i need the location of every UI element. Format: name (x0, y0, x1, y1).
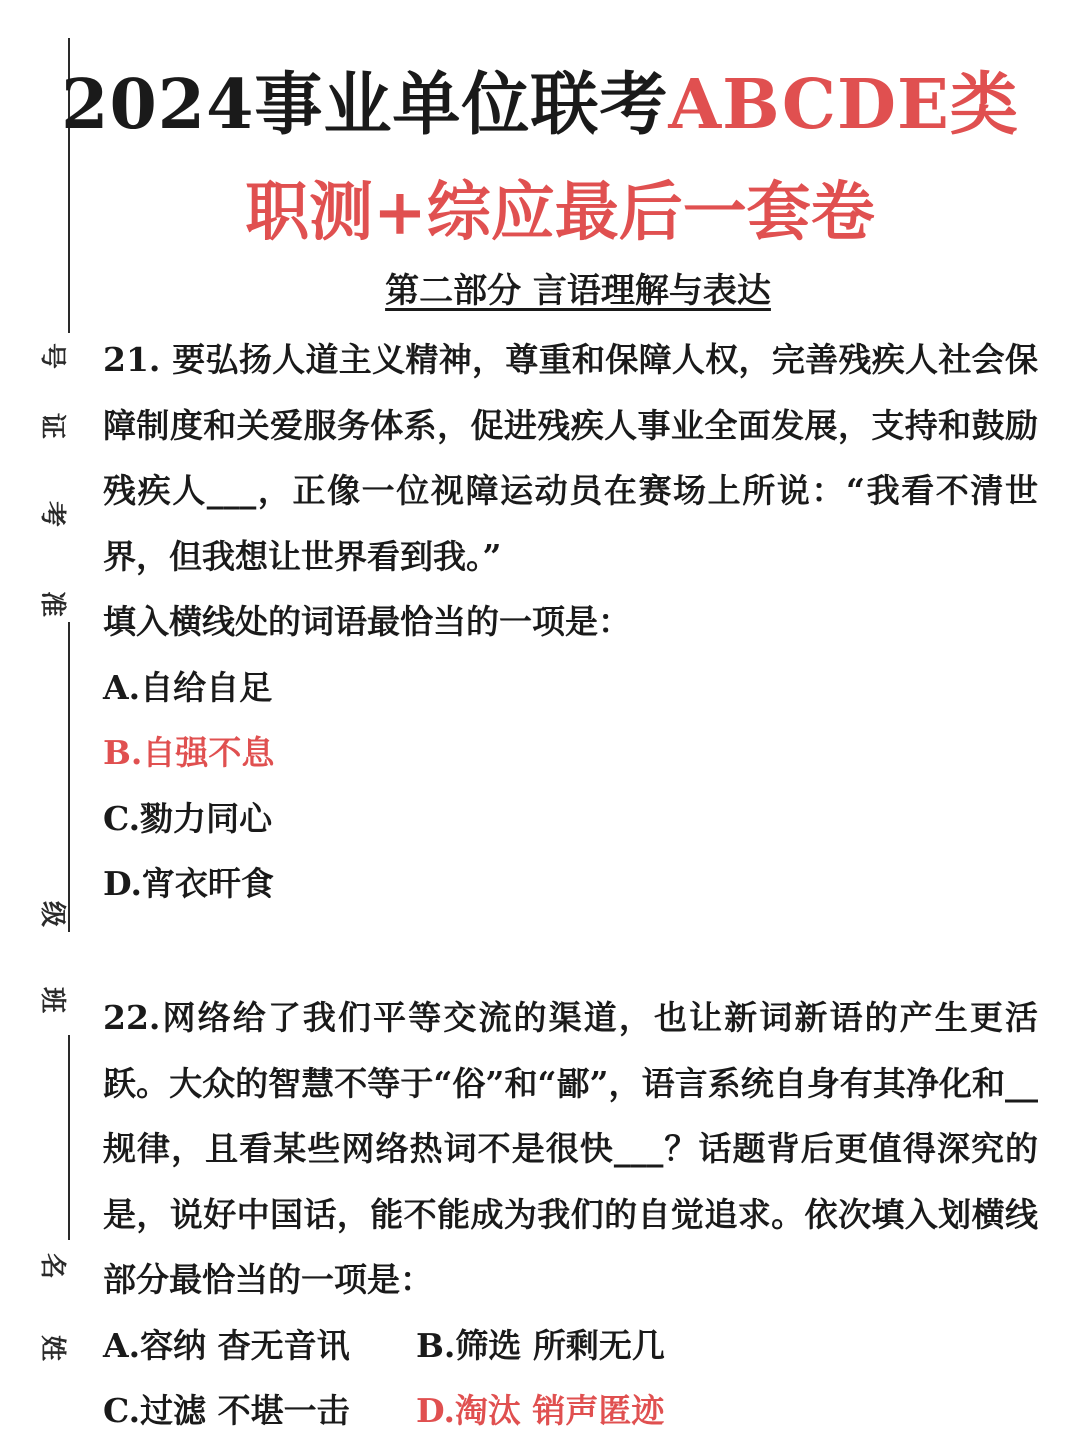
option-a: A.自给自足 (103, 667, 273, 707)
title-accent: ABCDE类 (668, 65, 1019, 145)
option-d: D.宵衣旰食 (103, 864, 274, 903)
option-row-2 (103, 1378, 1038, 1444)
binding-label-zheng: 证 (37, 412, 67, 439)
page-subtitle: 职测+综应最后一套卷 (245, 175, 875, 250)
binding-line-middle (68, 622, 70, 932)
binding-line-bottom (68, 1035, 70, 1240)
binding-label-ming: 名 (37, 1252, 67, 1279)
option-b-answer: B.自强不息 (103, 733, 275, 772)
binding-label-hao: 号 (37, 342, 67, 369)
binding-label-zhun: 准 (37, 590, 67, 617)
question-21 (103, 327, 1038, 917)
question-text: 21. 要弘扬人道主义精神，尊重和保障人权，完善残疾人社会保障制度和关爱服务体系，促进残疾人事业全面发展，支持和鼓励残疾人___，正像一位视障运动员在赛场上所说：“我看不清世界，但我想让世界看到我。” (103, 340, 1038, 576)
question-text: 22.网络给了我们平等交流的渠道，也让新词新语的产生更活跃。大众的智慧不等于“俗”和“鄙”，语言系统自身有其净化和__规律，且看某些网络热词不是很快___？话题背后更值得深究的是，说好中国话，能不能成为我们的自觉追求。依次填入划横线部分最恰当的一项是： (103, 998, 1038, 1299)
page-title (0, 60, 1080, 150)
question-prompt: 填入横线处的词语最恰当的一项是： (103, 602, 631, 641)
title-prefix: 2024事业单位联考 (61, 65, 669, 145)
binding-label-ji: 级 (37, 900, 67, 927)
option-row-1 (103, 1313, 1038, 1379)
section-heading: 第二部分 言语理解与表达 (385, 271, 771, 311)
binding-label-ban: 班 (37, 986, 67, 1013)
binding-label-xing: 姓 (37, 1334, 67, 1361)
binding-label-kao: 考 (37, 500, 67, 527)
option-c: C.勠力同心 (103, 798, 273, 838)
option-c: C.过滤 不堪一击 (103, 1391, 350, 1430)
option-b: B.筛选 所剩无几 (416, 1325, 665, 1365)
option-d-answer: D.淘汰 销声匿迹 (416, 1391, 665, 1430)
question-22 (103, 985, 1038, 1444)
option-a: A.容纳 杳无音讯 (103, 1325, 350, 1365)
